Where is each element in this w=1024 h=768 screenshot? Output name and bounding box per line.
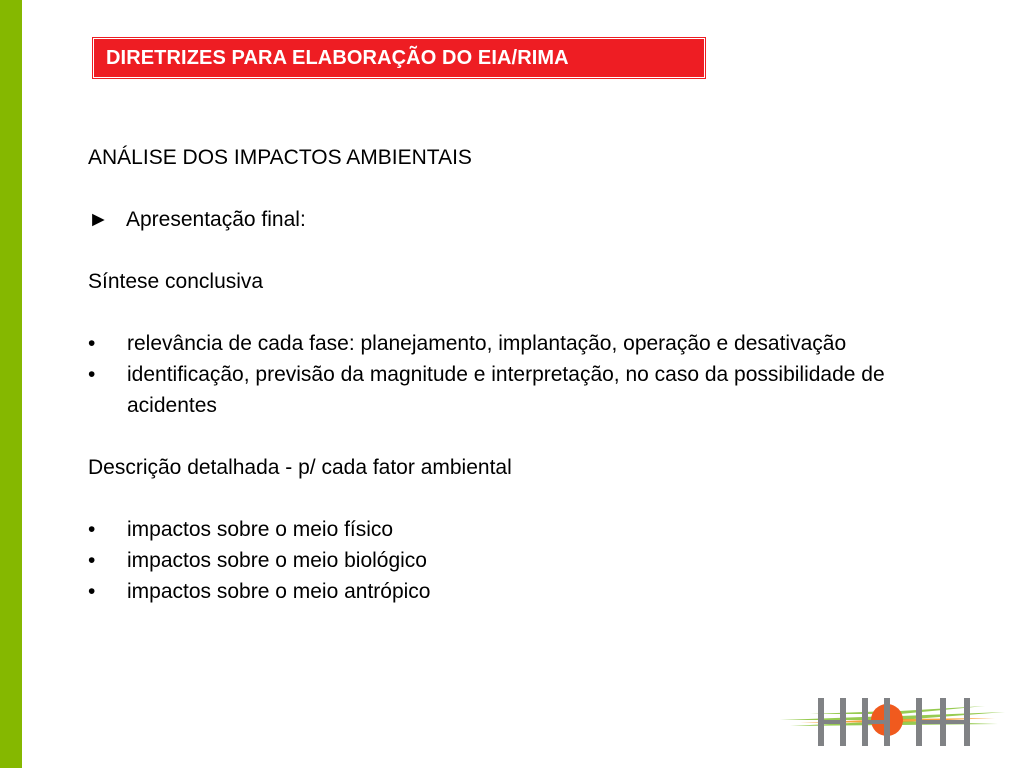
list-item-text: impactos sobre o meio biológico	[127, 549, 427, 572]
bullet-icon: •	[88, 518, 96, 541]
bullet-icon: •	[88, 363, 96, 386]
slide-title: DIRETRIZES PARA ELABORAÇÃO DO EIA/RIMA	[106, 46, 569, 69]
bullet-icon: •	[88, 549, 96, 572]
list-item-text: impactos sobre o meio físico	[127, 518, 394, 541]
list-item	[88, 359, 888, 421]
section-heading: ANÁLISE DOS IMPACTOS AMBIENTAIS	[88, 146, 472, 169]
bullet-icon: •	[88, 580, 96, 603]
arrow-bullet-icon: ►	[88, 208, 109, 231]
list-item-text: identificação, previsão da magnitude e interpretação, no caso da possibilidade de acidentes	[127, 363, 885, 417]
list-item-text: impactos sobre o meio antrópico	[127, 580, 431, 603]
list-item-text: relevância de cada fase: planejamento, implantação, operação e desativação	[127, 332, 847, 355]
arrow-item	[88, 204, 888, 235]
list-item	[88, 328, 888, 359]
subsection-title-detailed: Descrição detalhada - p/ cada fator ambiental	[88, 456, 512, 479]
institution-logo-icon	[770, 690, 1010, 750]
list-item	[88, 576, 888, 607]
slide-title-box	[93, 38, 705, 78]
slide-content	[88, 142, 888, 607]
arrow-item-label: Apresentação final:	[126, 208, 306, 231]
list-item	[88, 514, 888, 545]
list-item	[88, 545, 888, 576]
side-accent-bar	[0, 0, 22, 768]
bullet-icon: •	[88, 332, 96, 355]
subsection-title-synthesis: Síntese conclusiva	[88, 270, 264, 293]
